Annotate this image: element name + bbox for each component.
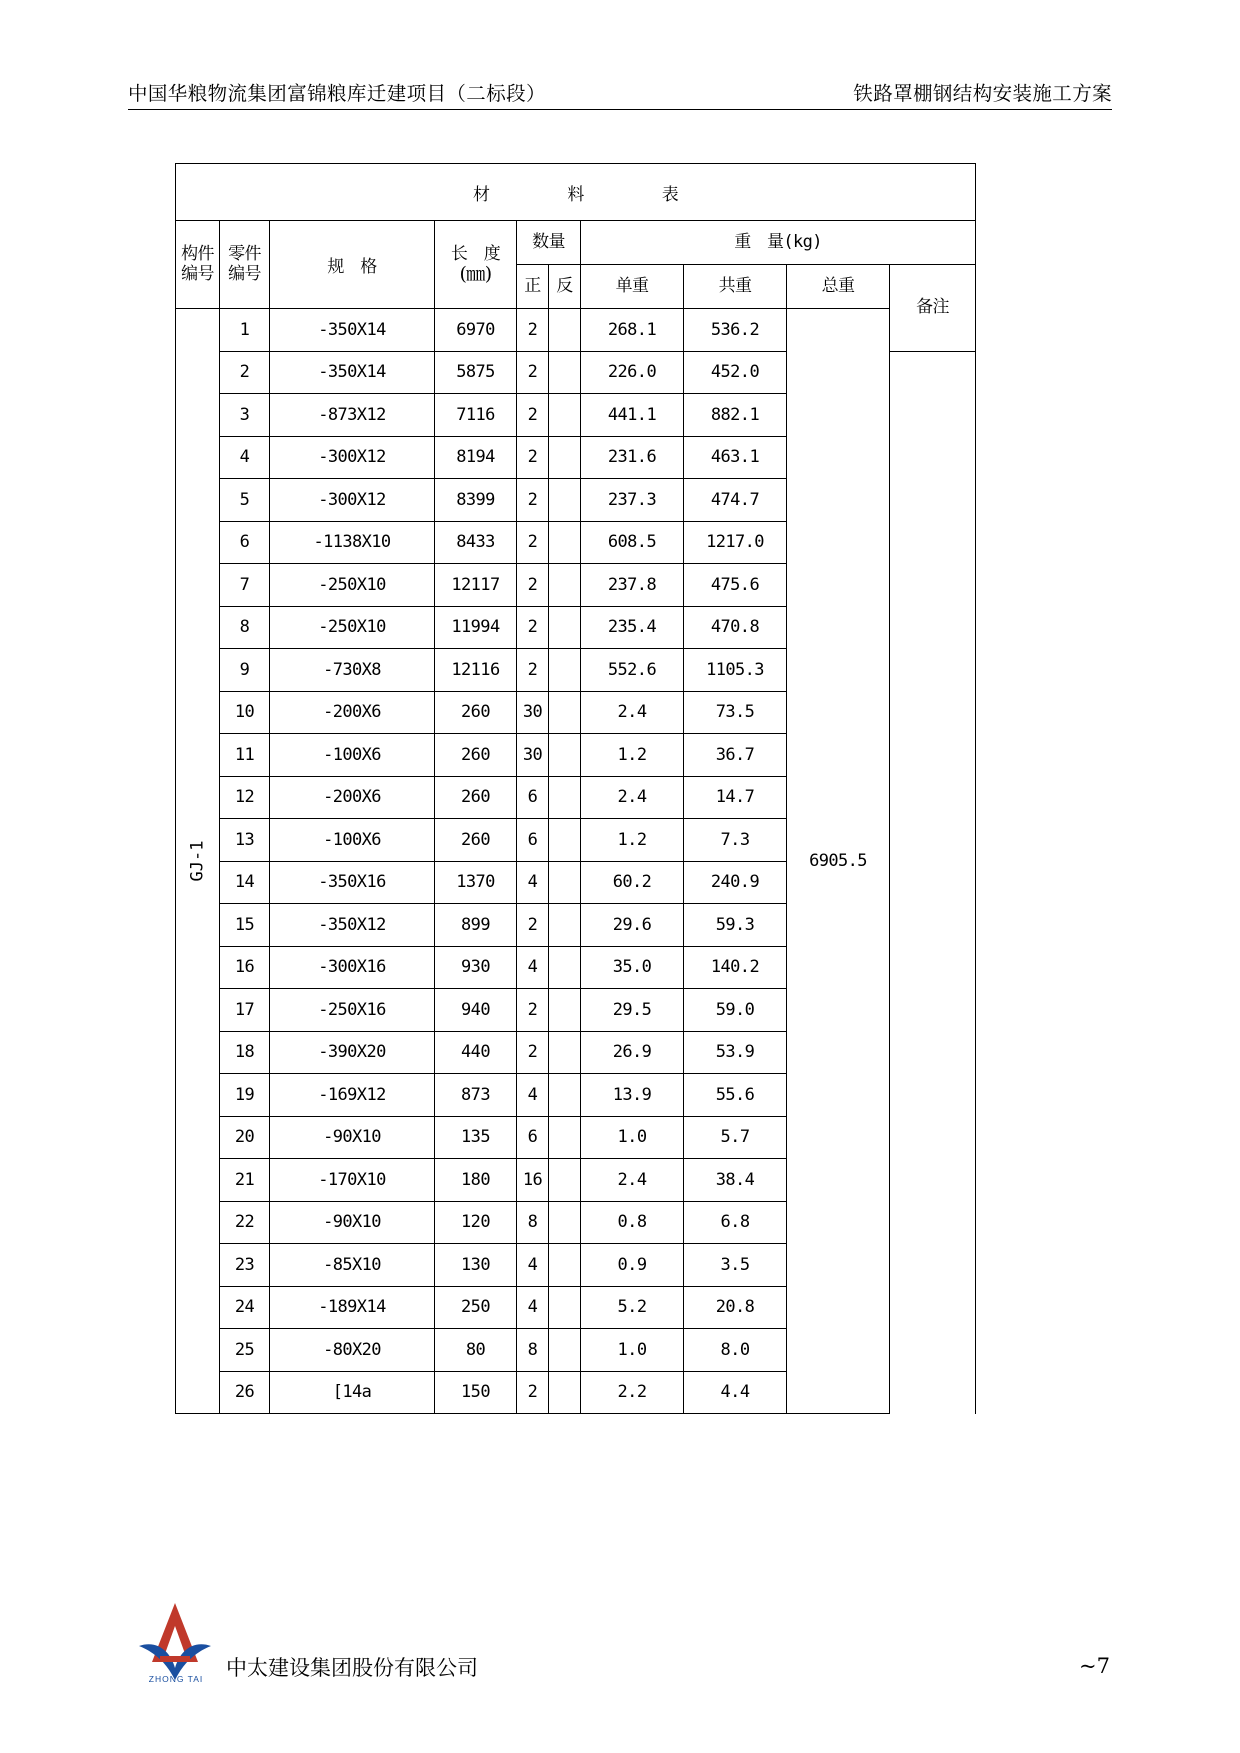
- cell-qty-front: 6: [517, 819, 549, 862]
- cell-part-no: 17: [220, 989, 270, 1032]
- cell-spec: -350X14: [270, 309, 435, 352]
- cell-total-weight: 1105.3: [684, 649, 787, 692]
- cell-qty-back: [549, 394, 581, 437]
- cell-unit-weight: 26.9: [581, 1031, 684, 1074]
- cell-total-weight: 14.7: [684, 776, 787, 819]
- cell-qty-back: [549, 564, 581, 607]
- table-title-char-1: 材: [472, 184, 490, 205]
- footer-page-number: ~7: [1079, 1654, 1110, 1678]
- cell-spec: -90X10: [270, 1201, 435, 1244]
- cell-total-weight: 73.5: [684, 691, 787, 734]
- cell-qty-back: [549, 351, 581, 394]
- cell-spec: -350X14: [270, 351, 435, 394]
- cell-unit-weight: 1.0: [581, 1329, 684, 1372]
- cell-length: 260: [435, 691, 517, 734]
- cell-part-no: 19: [220, 1074, 270, 1117]
- cell-spec: -873X12: [270, 394, 435, 437]
- table-title-char-2: 料: [567, 184, 584, 205]
- header-component-no-line2: 编号: [181, 263, 214, 284]
- table-header-row-1: [176, 221, 976, 265]
- cell-length: 930: [435, 946, 517, 989]
- cell-length: 260: [435, 819, 517, 862]
- cell-qty-back: [549, 649, 581, 692]
- cell-length: 873: [435, 1074, 517, 1117]
- cell-length: 1370: [435, 861, 517, 904]
- cell-qty-front: 4: [517, 946, 549, 989]
- header-part-no-line2: 编号: [228, 263, 261, 284]
- header-document-title: 铁路罩棚钢结构安装施工方案: [853, 82, 1112, 105]
- cell-length: 12116: [435, 649, 517, 692]
- cell-qty-front: 2: [517, 479, 549, 522]
- cell-qty-front: 6: [517, 1116, 549, 1159]
- cell-unit-weight: 13.9: [581, 1074, 684, 1117]
- header-remark: 备注: [890, 265, 976, 352]
- header-total-weight: 共重: [684, 265, 787, 309]
- cell-qty-back: [549, 989, 581, 1032]
- cell-total-weight: 3.5: [684, 1244, 787, 1287]
- cell-length: 440: [435, 1031, 517, 1074]
- header-part-no-line1: 零件: [228, 244, 261, 265]
- cell-qty-back: [549, 1031, 581, 1074]
- cell-unit-weight: 2.4: [581, 776, 684, 819]
- header-component-no-line1: 构件: [181, 244, 214, 265]
- cell-qty-back: [549, 946, 581, 989]
- cell-total-weight: 240.9: [684, 861, 787, 904]
- cell-part-no: 7: [220, 564, 270, 607]
- cell-part-no: 6: [220, 521, 270, 564]
- header-project-title: 中国华粮物流集团富锦粮库迁建项目（二标段）: [128, 82, 546, 105]
- cell-part-no: 2: [220, 351, 270, 394]
- cell-total-weight: 38.4: [684, 1159, 787, 1202]
- cell-part-no: 13: [220, 819, 270, 862]
- header-qty-front: 正: [517, 265, 549, 309]
- cell-spec: -200X6: [270, 691, 435, 734]
- cell-qty-back: [549, 904, 581, 947]
- header-component-no: [176, 221, 220, 309]
- cell-unit-weight: 2.2: [581, 1371, 684, 1414]
- header-qty-back: 反: [549, 265, 581, 309]
- cell-total-weight: 1217.0: [684, 521, 787, 564]
- cell-qty-back: [549, 1116, 581, 1159]
- cell-qty-back: [549, 1244, 581, 1287]
- cell-part-no: 22: [220, 1201, 270, 1244]
- cell-qty-back: [549, 1074, 581, 1117]
- cell-qty-front: 2: [517, 606, 549, 649]
- cell-length: 940: [435, 989, 517, 1032]
- cell-unit-weight: 1.0: [581, 1116, 684, 1159]
- logo-caption: ZHONG TAI: [148, 1674, 204, 1684]
- cell-unit-weight: 29.6: [581, 904, 684, 947]
- header-quantity: 数量: [517, 221, 581, 265]
- cell-qty-front: 2: [517, 394, 549, 437]
- cell-grand-total: 6905.5: [787, 309, 890, 1414]
- cell-unit-weight: 35.0: [581, 946, 684, 989]
- cell-unit-weight: 29.5: [581, 989, 684, 1032]
- cell-length: 5875: [435, 351, 517, 394]
- cell-part-no: 26: [220, 1371, 270, 1414]
- header-divider: [128, 109, 1112, 110]
- cell-qty-front: 4: [517, 861, 549, 904]
- cell-qty-front: 4: [517, 1286, 549, 1329]
- cell-unit-weight: 441.1: [581, 394, 684, 437]
- cell-qty-back: [549, 521, 581, 564]
- cell-total-weight: 475.6: [684, 564, 787, 607]
- cell-spec: -169X12: [270, 1074, 435, 1117]
- cell-qty-front: 16: [517, 1159, 549, 1202]
- cell-total-weight: 474.7: [684, 479, 787, 522]
- cell-part-no: 25: [220, 1329, 270, 1372]
- cell-spec: -730X8: [270, 649, 435, 692]
- cell-qty-front: 8: [517, 1201, 549, 1244]
- cell-length: 11994: [435, 606, 517, 649]
- cell-unit-weight: 226.0: [581, 351, 684, 394]
- cell-unit-weight: 0.9: [581, 1244, 684, 1287]
- cell-spec: -300X12: [270, 479, 435, 522]
- cell-length: 250: [435, 1286, 517, 1329]
- cell-unit-weight: 237.3: [581, 479, 684, 522]
- cell-spec: -189X14: [270, 1286, 435, 1329]
- header-length-line1: 长 度: [450, 243, 501, 264]
- cell-unit-weight: 608.5: [581, 521, 684, 564]
- cell-unit-weight: 2.4: [581, 1159, 684, 1202]
- footer-company-name: 中太建设集团股份有限公司: [226, 1656, 478, 1680]
- cell-qty-back: [549, 1201, 581, 1244]
- cell-length: 7116: [435, 394, 517, 437]
- component-no-cell: [176, 309, 220, 1414]
- cell-qty-front: 4: [517, 1074, 549, 1117]
- cell-part-no: 8: [220, 606, 270, 649]
- cell-spec: -100X6: [270, 734, 435, 777]
- cell-part-no: 4: [220, 436, 270, 479]
- cell-part-no: 5: [220, 479, 270, 522]
- cell-part-no: 14: [220, 861, 270, 904]
- cell-length: 8194: [435, 436, 517, 479]
- cell-total-weight: 463.1: [684, 436, 787, 479]
- cell-qty-front: 2: [517, 564, 549, 607]
- cell-qty-front: 2: [517, 309, 549, 352]
- cell-part-no: 23: [220, 1244, 270, 1287]
- cell-qty-front: 2: [517, 436, 549, 479]
- cell-qty-front: 2: [517, 904, 549, 947]
- cell-total-weight: 882.1: [684, 394, 787, 437]
- cell-qty-front: 30: [517, 734, 549, 777]
- cell-total-weight: 36.7: [684, 734, 787, 777]
- cell-qty-back: [549, 1286, 581, 1329]
- material-table: [175, 163, 976, 1414]
- header-grand-total: 总重: [787, 265, 890, 309]
- cell-spec: -85X10: [270, 1244, 435, 1287]
- cell-length: 135: [435, 1116, 517, 1159]
- cell-qty-back: [549, 776, 581, 819]
- component-no-label: GJ-1: [187, 840, 208, 882]
- cell-spec: -300X16: [270, 946, 435, 989]
- cell-part-no: 16: [220, 946, 270, 989]
- cell-qty-back: [549, 819, 581, 862]
- cell-unit-weight: 5.2: [581, 1286, 684, 1329]
- cell-qty-back: [549, 309, 581, 352]
- cell-part-no: 18: [220, 1031, 270, 1074]
- table-title-row: [176, 164, 976, 221]
- page-header: [128, 78, 1112, 114]
- material-table-container: [175, 163, 975, 1414]
- cell-total-weight: 140.2: [684, 946, 787, 989]
- cell-total-weight: 59.0: [684, 989, 787, 1032]
- cell-qty-back: [549, 606, 581, 649]
- cell-length: 120: [435, 1201, 517, 1244]
- cell-qty-front: 2: [517, 1031, 549, 1074]
- header-unit-weight: 单重: [581, 265, 684, 309]
- cell-total-weight: 55.6: [684, 1074, 787, 1117]
- cell-unit-weight: 235.4: [581, 606, 684, 649]
- cell-qty-back: [549, 1371, 581, 1414]
- cell-unit-weight: 0.8: [581, 1201, 684, 1244]
- cell-spec: -100X6: [270, 819, 435, 862]
- cell-length: 899: [435, 904, 517, 947]
- cell-qty-front: 8: [517, 1329, 549, 1372]
- table-title-char-3: 表: [661, 184, 679, 205]
- cell-part-no: 11: [220, 734, 270, 777]
- cell-unit-weight: 268.1: [581, 309, 684, 352]
- cell-total-weight: 5.7: [684, 1116, 787, 1159]
- cell-part-no: 9: [220, 649, 270, 692]
- cell-part-no: 12: [220, 776, 270, 819]
- cell-unit-weight: 60.2: [581, 861, 684, 904]
- cell-total-weight: 470.8: [684, 606, 787, 649]
- header-part-no: [220, 221, 270, 309]
- cell-qty-back: [549, 436, 581, 479]
- cell-part-no: 3: [220, 394, 270, 437]
- cell-part-no: 24: [220, 1286, 270, 1329]
- page-footer: [0, 1600, 1240, 1720]
- cell-unit-weight: 231.6: [581, 436, 684, 479]
- cell-length: 260: [435, 734, 517, 777]
- header-spec: 规 格: [270, 221, 435, 309]
- cell-spec: -350X16: [270, 861, 435, 904]
- cell-length: 150: [435, 1371, 517, 1414]
- cell-qty-front: 30: [517, 691, 549, 734]
- cell-total-weight: 20.8: [684, 1286, 787, 1329]
- cell-qty-back: [549, 1329, 581, 1372]
- cell-qty-front: 2: [517, 351, 549, 394]
- cell-spec: -250X16: [270, 989, 435, 1032]
- cell-total-weight: 53.9: [684, 1031, 787, 1074]
- cell-qty-back: [549, 1159, 581, 1202]
- cell-unit-weight: 2.4: [581, 691, 684, 734]
- cell-qty-front: 2: [517, 989, 549, 1032]
- cell-length: 180: [435, 1159, 517, 1202]
- cell-spec: -300X12: [270, 436, 435, 479]
- cell-spec: -350X12: [270, 904, 435, 947]
- cell-length: 8399: [435, 479, 517, 522]
- cell-qty-back: [549, 691, 581, 734]
- cell-total-weight: 452.0: [684, 351, 787, 394]
- cell-qty-front: 2: [517, 649, 549, 692]
- cell-part-no: 1: [220, 309, 270, 352]
- cell-unit-weight: 552.6: [581, 649, 684, 692]
- cell-total-weight: 8.0: [684, 1329, 787, 1372]
- cell-unit-weight: 1.2: [581, 734, 684, 777]
- cell-qty-front: 2: [517, 1371, 549, 1414]
- cell-total-weight: 6.8: [684, 1201, 787, 1244]
- cell-spec: -1138X10: [270, 521, 435, 564]
- header-weight-group: 重 量(kg): [581, 221, 976, 265]
- cell-length: 6970: [435, 309, 517, 352]
- cell-total-weight: 4.4: [684, 1371, 787, 1414]
- cell-spec: -250X10: [270, 606, 435, 649]
- cell-qty-front: 6: [517, 776, 549, 819]
- cell-part-no: 15: [220, 904, 270, 947]
- cell-unit-weight: 1.2: [581, 819, 684, 862]
- cell-qty-back: [549, 479, 581, 522]
- header-length-unit: (㎜): [459, 262, 492, 285]
- cell-spec: -90X10: [270, 1116, 435, 1159]
- cell-total-weight: 536.2: [684, 309, 787, 352]
- cell-total-weight: 59.3: [684, 904, 787, 947]
- cell-part-no: 21: [220, 1159, 270, 1202]
- cell-length: 8433: [435, 521, 517, 564]
- cell-qty-front: 2: [517, 521, 549, 564]
- cell-qty-back: [549, 734, 581, 777]
- cell-length: 260: [435, 776, 517, 819]
- cell-length: 80: [435, 1329, 517, 1372]
- header-length: [435, 221, 517, 309]
- cell-spec: -390X20: [270, 1031, 435, 1074]
- cell-unit-weight: 237.8: [581, 564, 684, 607]
- cell-spec: -200X6: [270, 776, 435, 819]
- cell-length: 12117: [435, 564, 517, 607]
- cell-part-no: 10: [220, 691, 270, 734]
- cell-spec: [14a: [270, 1371, 435, 1414]
- cell-qty-back: [549, 861, 581, 904]
- table-title: [176, 164, 976, 221]
- cell-qty-front: 4: [517, 1244, 549, 1287]
- cell-length: 130: [435, 1244, 517, 1287]
- table-row: [176, 309, 976, 352]
- cell-total-weight: 7.3: [684, 819, 787, 862]
- cell-part-no: 20: [220, 1116, 270, 1159]
- cell-spec: -80X20: [270, 1329, 435, 1372]
- cell-spec: -170X10: [270, 1159, 435, 1202]
- cell-spec: -250X10: [270, 564, 435, 607]
